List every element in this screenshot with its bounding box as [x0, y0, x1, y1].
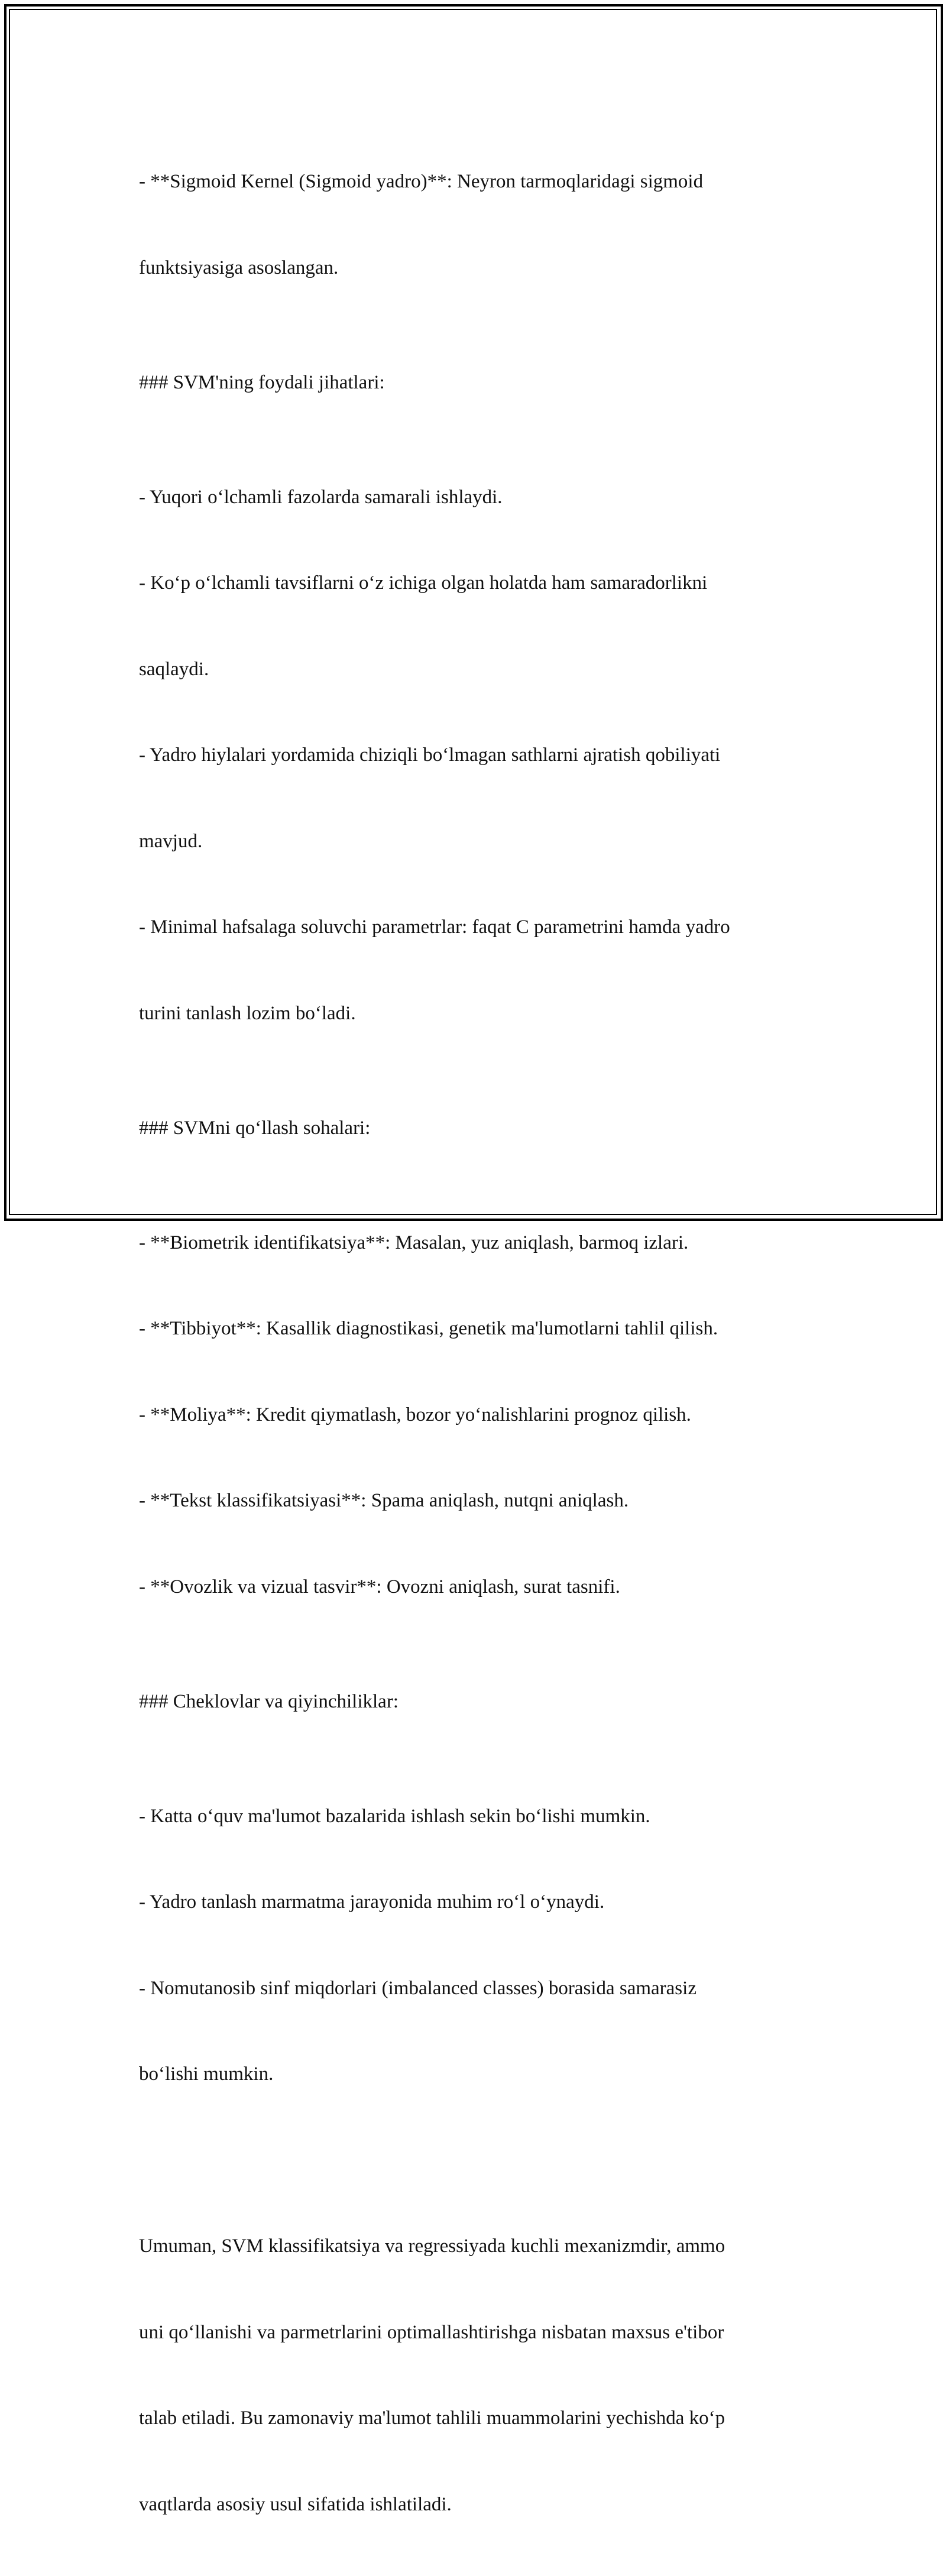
list-item: - Nomutanosib sinf miqdorlari (imbalanced classes) borasida samarasiz [139, 1977, 696, 1999]
advantages-list [139, 426, 813, 1086]
text-line: vaqtlarda asosiy usul sifatida ishlatiladi. [139, 2493, 452, 2515]
text-line: uni qo‘llanishi va parmetrlarini optimallashtirishga nisbatan maxsus e'tibor [139, 2321, 724, 2343]
document-body [139, 110, 813, 2576]
list-item: - Minimal hafsalaga soluvchi parametrlar: faqat C parametrini hamda yadro [139, 916, 730, 938]
text-line: funktsiyasiga asoslangan. [139, 257, 339, 278]
list-item: - Yadro hiylalari yordamida chiziqli bo‘lmagan sathlarni ajratish qobiliyati [139, 744, 721, 766]
heading-advantages: ### SVM'ning foydali jihatlari: [139, 371, 385, 393]
paragraph-gap [139, 339, 813, 368]
paragraph-gap [139, 1716, 813, 1745]
paragraph-gap [139, 1658, 813, 1687]
list-item: - Katta o‘quv ma'lumot bazalarida ishlash sekin bo‘lishi mumkin. [139, 1805, 650, 1827]
list-item: - Yadro tanlash marmatma jarayonida muhim ro‘l o‘ynaydi. [139, 1891, 605, 1913]
list-item: - Yuqori o‘lchamli fazolarda samarali ishlaydi. [139, 486, 503, 508]
paragraph-gap [139, 1142, 813, 1171]
list-item: - Ko‘p o‘lchamli tavsiflarni o‘z ichiga olgan holatda ham samaradorlikni [139, 572, 708, 594]
applications-list [139, 1171, 813, 1659]
heading-applications: ### SVMni qo‘llash sohalari: [139, 1117, 371, 1139]
list-item: - **Ovozlik va vizual tasvir**: Ovozni aniqlash, surat tasnifi. [139, 1576, 620, 1598]
list-item: - **Tibbiyot**: Kasallik diagnostikasi, genetik ma'lumotlarni tahlil qilish. [139, 1318, 718, 1339]
list-item: mavjud. [139, 830, 203, 852]
list-item: - **Tekst klassifikatsiyasi**: Spama aniqlash, nutqni aniqlash. [139, 1490, 629, 1511]
paragraph-gap [139, 1085, 813, 1114]
paragraph-gap [139, 397, 813, 426]
sigmoid-kernel-paragraph [139, 110, 813, 339]
list-item: - **Moliya**: Kredit qiymatlash, bozor yo‘nalishlarini prognoz qilish. [139, 1404, 691, 1425]
text-line: Umuman, SVM klassifikatsiya va regressiyada kuchli mexanizmdir, ammo [139, 2235, 725, 2257]
limitations-list [139, 1745, 813, 2146]
list-item: bo‘lishi mumkin. [139, 2063, 274, 2085]
conclusion-paragraph [139, 2175, 813, 2576]
heading-limitations: ### Cheklovlar va qiyinchiliklar: [139, 1690, 399, 1712]
list-item: saqlaydi. [139, 658, 209, 680]
text-line: - **Sigmoid Kernel (Sigmoid yadro)**: Neyron tarmoqlaridagi sigmoid [139, 171, 704, 192]
list-item: - **Biometrik identifikatsiya**: Masalan, yuz aniqlash, barmoq izlari. [139, 1232, 689, 1253]
paragraph-gap [139, 2146, 813, 2175]
list-item: turini tanlash lozim bo‘ladi. [139, 1002, 356, 1024]
text-line: talab etiladi. Bu zamonaviy ma'lumot tahlili muammolarini yechishda ko‘p [139, 2407, 725, 2429]
